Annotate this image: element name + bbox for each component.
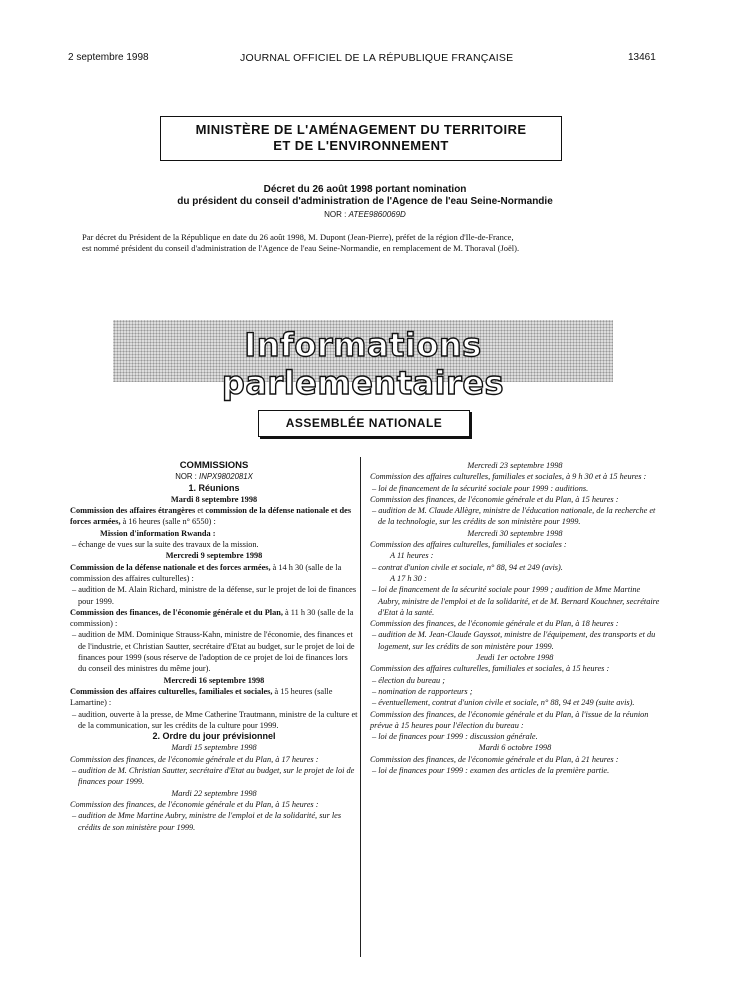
agenda-item: – audition de MM. Dominique Strauss-Kahn, ministre de l'économie, des finances et de l'industrie, et Christian Sautter, secrétaire d'Etat au budget, sur le projet de loi de finances pour 1999 (sous réserve de l'adoption de ce projet de loi de finances lors du conseil des ministres du même jour). (72, 630, 355, 674)
left-nor-label: NOR : (175, 472, 197, 482)
section-ordre-du-jour-heading: 2. Ordre du jour prévisionnel (152, 731, 276, 742)
header-date: 2 septembre 1998 (68, 52, 149, 63)
header-page-number: 13461 (628, 52, 656, 63)
left-column (70, 460, 358, 833)
time-heading: A 17 h 30 : (390, 573, 427, 583)
meeting-entry: Commission des finances, de l'économie générale et du Plan, à l'issue de la réunion prévue à 15 heures pour l'élection du bureau : (370, 709, 649, 730)
decree-body-line1: Par décret du Président de la République en date du 26 août 1998, M. Dupont (Jean-Pierre), préfet de la région d'Ile-de-France, (82, 232, 514, 242)
assembly-box: ASSEMBLÉE NATIONALE (258, 410, 470, 437)
mission-heading: Mission d'information Rwanda : (100, 528, 216, 538)
meeting-entry: Commission des affaires culturelles, familiales et sociales, à 9 h 30 et à 15 heures : (370, 472, 647, 482)
agenda-item: – contrat d'union civile et sociale, n° 88, 94 et 249 (avis). (372, 562, 563, 572)
date-heading: Jeudi 1er octobre 1998 (476, 653, 554, 663)
date-heading: Mercredi 23 septembre 1998 (467, 461, 563, 470)
agenda-item: – audition de M. Claude Allègre, ministre de l'éducation nationale, de la recherche et de la technologie, sur les crédits de son ministère pour 1999. (372, 506, 656, 527)
agenda-item: – audition de Mme Martine Aubry, ministre de l'emploi et de la solidarité, sur les crédits de son ministère pour 1999. (72, 811, 342, 832)
agenda-item: – loi de finances pour 1999 : discussion générale. (372, 732, 538, 742)
decree-title-line2: du président du conseil d'administration de l'Agence de l'eau Seine-Normandie (177, 196, 553, 207)
date-heading: Mercredi 16 septembre 1998 (163, 675, 265, 685)
meeting-entry: Commission des finances, de l'économie générale et du Plan, à 18 heures : (370, 619, 619, 629)
nor-code: ATEE9860069D (348, 210, 406, 219)
meeting-entry: Commission des finances, de l'économie générale et du Plan, à 21 heures : (370, 754, 619, 764)
agenda-item: – audition de M. Christian Sautter, secrétaire d'Etat au budget, sur le projet de loi de finances pour 1999. (72, 766, 355, 787)
decree-title-line1: Décret du 26 août 1998 portant nomination (263, 184, 467, 195)
agenda-item: – élection du bureau ; (372, 675, 445, 685)
meeting-entry: Commission des finances, de l'économie générale et du Plan, à 15 heures : (370, 494, 619, 504)
section-reunions-heading: 1. Réunions (188, 482, 240, 493)
ministry-box (160, 116, 562, 161)
date-heading: Mercredi 30 septembre 1998 (467, 528, 563, 538)
meeting-entry: Commission de la défense nationale et des forces armées, à 14 h 30 (salle de la commission des affaires culturelles) : (70, 562, 342, 583)
date-heading: Mardi 6 octobre 1998 (478, 743, 552, 753)
agenda-item: – loi de finances pour 1999 : examen des articles de la première partie. (372, 766, 610, 776)
left-nor (70, 471, 358, 482)
meeting-entry: Commission des affaires culturelles, familiales et sociales, à 15 heures (salle Lamartine) : (70, 686, 333, 708)
agenda-item: – audition de M. Alain Richard, ministre de la défense, sur le projet de loi de finances pour 1999. (72, 585, 357, 606)
ministry-line1: MINISTÈRE DE L'AMÉNAGEMENT DU TERRITOIRE (195, 122, 527, 137)
meeting-entry: Commission des affaires culturelles, familiales et sociales : (370, 540, 567, 550)
decree-body (82, 232, 692, 254)
column-divider (360, 457, 361, 957)
decree-body-line2: est nommé président du conseil d'administration de l'Agence de l'eau Seine-Normandie, en remplacement de M. Thoraval (Joël). (82, 243, 520, 253)
agenda-item: – audition de M. Jean-Claude Gayssot, ministre de l'équipement, des transports et du logement, sur les crédits de son ministère pour 1999. (372, 630, 656, 651)
meeting-entry: Commission des affaires culturelles, familiales et sociales, à 15 heures : (370, 664, 610, 674)
meeting-entry: Commission des finances, de l'économie générale et du Plan, à 17 heures : (70, 754, 319, 764)
date-heading: Mardi 15 septembre 1998 (171, 743, 257, 753)
date-heading: Mardi 8 septembre 1998 (170, 494, 258, 504)
ministry-line2: ET DE L'ENVIRONNEMENT (273, 138, 449, 153)
nor-label: NOR : (324, 210, 347, 219)
agenda-item: – loi de financement de la sécurité sociale pour 1999 : auditions. (372, 483, 589, 493)
meeting-entry: Commission des affaires étrangères et commission de la défense nationale et des forces armées, à 16 heures (salle n° 6550) : (70, 506, 352, 527)
time-heading: A 11 heures : (390, 551, 434, 561)
commissions-heading: COMMISSIONS (179, 460, 249, 471)
meeting-entry: Commission des finances, de l'économie générale et du Plan, à 11 h 30 (salle de la commission) : (70, 607, 354, 629)
agenda-item: – audition, ouverte à la presse, de Mme Catherine Trautmann, ministre de la culture et de la communication, sur les crédits de la culture pour 1999. (72, 709, 358, 730)
date-heading: Mardi 22 septembre 1998 (171, 788, 257, 798)
left-nor-code: INPX9802081X (199, 472, 253, 482)
agenda-item: – éventuellement, contrat d'union civile et sociale, n° 88, 94 et 249 (suite avis). (372, 698, 635, 708)
right-column (370, 460, 660, 776)
date-heading: Mercredi 9 septembre 1998 (165, 551, 263, 561)
section-banner-title: Informations parlementaires (221, 326, 505, 402)
decree-nor (60, 210, 670, 220)
agenda-item: – échange de vues sur la suite des travaux de la mission. (72, 540, 259, 550)
agenda-item: – loi de financement de la sécurité sociale pour 1999 ; audition de Mme Martine Aubry, ministre de l'emploi et de la solidarité, et de M. Bernard Kouchner, secrétaire d'Etat à la santé. (372, 585, 660, 617)
agenda-item: – nomination de rapporteurs ; (372, 686, 473, 696)
meeting-entry: Commission des finances, de l'économie générale et du Plan, à 15 heures : (70, 799, 319, 809)
header-journal-title: JOURNAL OFFICIEL DE LA RÉPUBLIQUE FRANÇAISE (240, 52, 514, 64)
